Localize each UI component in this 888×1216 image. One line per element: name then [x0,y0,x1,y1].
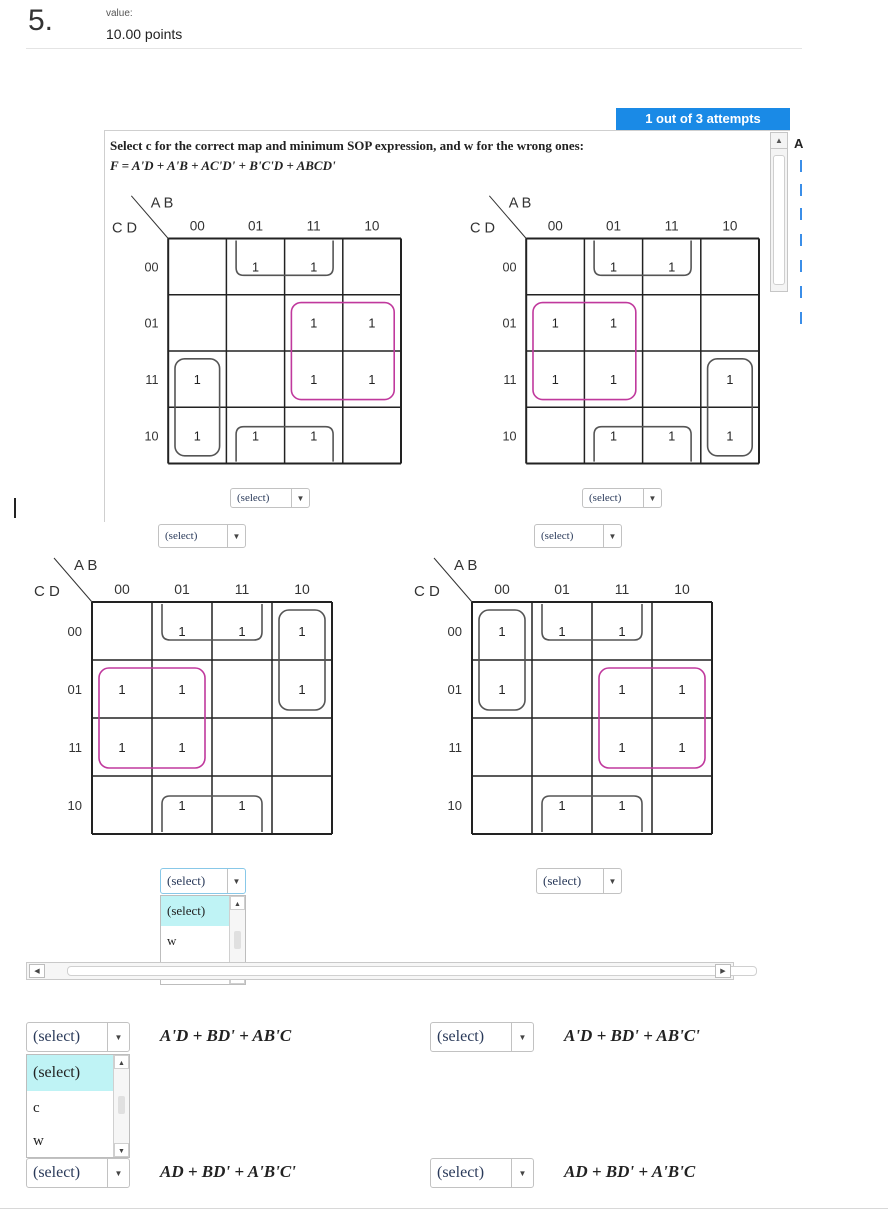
kmap-one: 1 [310,260,318,275]
kmap-col-label: 00 [547,218,563,234]
answer-3-expression: AD + BD' + A'B'C' [160,1162,296,1181]
select-value: (select) [237,492,270,504]
select-value: (select) [167,873,206,888]
side-panel-letter: A [794,136,804,151]
kmap-one: 1 [609,260,618,275]
kmap-one: 1 [118,682,126,697]
kmap-cd-label: C D [414,583,440,600]
kmap-row-label: 00 [447,624,462,639]
side-dash [800,312,802,324]
panel-horizontal-scrollbar[interactable] [26,962,734,980]
scroll-up-icon[interactable]: ▲ [771,133,787,149]
scroll-thumb[interactable] [234,931,241,949]
kmap-ab-label: A B [150,195,174,212]
kmap-row-label: 11 [448,740,462,755]
kmap-one: 1 [193,429,201,444]
kmap-row-label: 00 [144,260,159,275]
kmap-one: 1 [678,740,686,755]
kmap-col-label: 01 [247,218,264,234]
kmap-2 [468,190,788,490]
select-value: (select) [33,1028,81,1045]
chevron-down-icon: ▼ [107,1023,129,1051]
kmap-one: 1 [238,624,246,639]
kmap-one: 1 [726,373,734,387]
kmap-one: 1 [251,260,260,275]
kmap-one: 1 [310,373,318,387]
kmap-one: 1 [668,429,676,444]
answer-3-select[interactable] [26,1158,130,1188]
kmap-select-overlay-right[interactable] [534,524,622,548]
kmap-row-label: 00 [502,260,517,275]
function-expression: F = A'D + A'B + AC'D' + B'C'D + ABCD' [110,158,336,173]
answer-1-select[interactable] [26,1022,130,1052]
kmap-one: 1 [618,798,626,813]
kmap-one: 1 [609,316,618,331]
scroll-thumb[interactable] [118,1096,125,1114]
scroll-thumb[interactable] [67,966,757,976]
kmap-group [414,557,712,834]
answer-1-dropdown-list[interactable] [26,1054,130,1158]
kmap-one: 1 [298,682,306,697]
select-value: (select) [437,1164,485,1181]
kmap-row-label: 11 [68,740,82,755]
kmap-one: 1 [551,316,559,331]
kmap-row-label: 01 [502,316,517,331]
kmap-col-label: 00 [114,581,130,597]
kmap-row-label: 11 [503,373,517,387]
answer-2-select[interactable] [430,1022,534,1052]
side-dash [800,208,802,220]
kmap-row-label: 01 [67,682,82,697]
kmap-one: 1 [618,682,626,697]
select-value: (select) [543,873,582,888]
dropdown-option[interactable]: w [33,1133,44,1149]
kmap-col-label: 11 [614,581,630,597]
kmap-2-select[interactable] [582,488,662,508]
kmap-group [470,195,759,463]
kmap-col-label: 00 [494,581,510,597]
chevron-down-icon: ▼ [603,869,621,893]
kmap-row-label: 10 [502,429,517,444]
side-dash [800,184,802,196]
side-dash [800,160,802,172]
select-value: (select) [33,1164,81,1181]
kmap-col-label: 01 [174,581,190,597]
kmap-col-label: 10 [294,581,310,597]
text-cursor [14,498,16,518]
kmap-row-label: 10 [67,798,82,813]
footer-divider [0,1208,888,1209]
chevron-down-icon: ▼ [227,525,245,547]
kmap-3 [32,552,372,862]
kmap-one: 1 [726,429,734,444]
kmap-one: 1 [609,373,618,387]
kmap-one: 1 [668,260,676,275]
kmap-one: 1 [368,316,376,331]
side-dash [800,234,802,246]
kmap-ab-label: A B [454,557,478,574]
kmap-one: 1 [618,740,626,755]
answer-4-expression: AD + BD' + A'B'C [564,1162,696,1181]
kmap-3-select[interactable] [160,868,246,894]
kmap-row-label: 00 [67,624,82,639]
select-value: (select) [541,530,574,542]
chevron-down-icon: ▼ [511,1159,533,1187]
kmap-group [112,195,401,463]
kmap-row-label: 01 [447,682,462,697]
kmap-one: 1 [118,740,126,755]
kmap-row-label: 11 [145,373,159,387]
kmap-one: 1 [498,682,506,697]
kmap-1 [110,190,430,490]
answer-1-expression: A'D + BD' + AB'C [160,1026,292,1045]
header-divider [26,48,802,49]
dropdown-option[interactable]: (select) [161,896,245,926]
kmap-col-label: 01 [605,218,622,234]
scroll-up-icon[interactable]: ▲ [114,1055,129,1069]
kmap-one: 1 [251,429,260,444]
kmap-one: 1 [618,624,626,639]
scroll-down-icon[interactable]: ▼ [114,1143,129,1157]
kmap-one: 1 [551,373,559,387]
kmap-one: 1 [310,316,318,331]
chevron-down-icon: ▼ [603,525,621,547]
kmap-one: 1 [178,740,186,755]
dropdown-option[interactable]: w [167,933,177,948]
kmap-col-label: 11 [234,581,250,597]
kmap-cd-label: C D [470,220,496,237]
kmap-one: 1 [609,429,618,444]
kmap-col-label: 11 [306,218,321,234]
kmap-one: 1 [368,373,376,387]
kmap-cd-label: C D [34,583,60,600]
kmap-col-label: 11 [664,218,679,234]
kmap-one: 1 [298,624,306,639]
kmap-4-select[interactable] [536,868,622,894]
kmap-row-label: 01 [144,316,159,331]
value-label: value: [106,8,133,19]
kmap-col-label: 10 [364,218,380,234]
kmap-one: 1 [678,682,686,697]
scroll-up-icon[interactable]: ▲ [230,896,245,910]
chevron-down-icon: ▼ [291,489,309,507]
kmap-col-label: 00 [189,218,205,234]
kmap-one: 1 [558,798,566,813]
chevron-down-icon: ▼ [227,869,245,893]
kmap-4 [412,552,752,862]
kmap-one: 1 [193,373,201,387]
kmap-one: 1 [178,624,186,639]
dropdown-option[interactable]: (select) [27,1055,129,1091]
kmap-col-label: 10 [674,581,690,597]
points-value: 10.00 points [106,26,183,42]
chevron-down-icon: ▼ [643,489,661,507]
kmap-one: 1 [558,624,566,639]
kmap-one: 1 [238,798,246,813]
kmap-group [34,557,332,834]
kmap-cd-label: C D [112,220,138,237]
question-number: 5. [28,4,54,37]
attempts-badge: 1 out of 3 attempts [616,108,790,130]
scroll-left-icon[interactable]: ◀ [29,964,45,978]
kmap-ab-label: A B [74,557,98,574]
kmap-select-overlay-left[interactable] [158,524,246,548]
kmap-ab-label: A B [508,195,532,212]
select-value: (select) [437,1028,485,1045]
chevron-down-icon: ▼ [511,1023,533,1051]
kmap-one: 1 [178,798,186,813]
answer-2-expression: A'D + BD' + AB'C' [564,1026,700,1045]
kmap-row-label: 10 [447,798,462,813]
kmap-one: 1 [310,429,318,444]
kmap-1-select[interactable] [230,488,310,508]
select-value: (select) [165,530,198,542]
answer-4-select[interactable] [430,1158,534,1188]
kmap-row-label: 10 [144,429,159,444]
dropdown-option[interactable]: c [33,1100,40,1116]
kmap-one: 1 [178,682,186,697]
scroll-right-icon[interactable]: ▶ [715,964,731,978]
kmap-one: 1 [498,624,506,639]
kmap-col-label: 01 [554,581,570,597]
instruction-text: Select c for the correct map and minimum SOP expression, and w for the wrong ones: [110,138,584,153]
kmap-col-label: 10 [722,218,738,234]
side-dash [800,286,802,298]
chevron-down-icon: ▼ [107,1159,129,1187]
dropdown-scrollbar[interactable] [113,1055,129,1157]
side-dash [800,260,802,272]
select-value: (select) [589,492,622,504]
